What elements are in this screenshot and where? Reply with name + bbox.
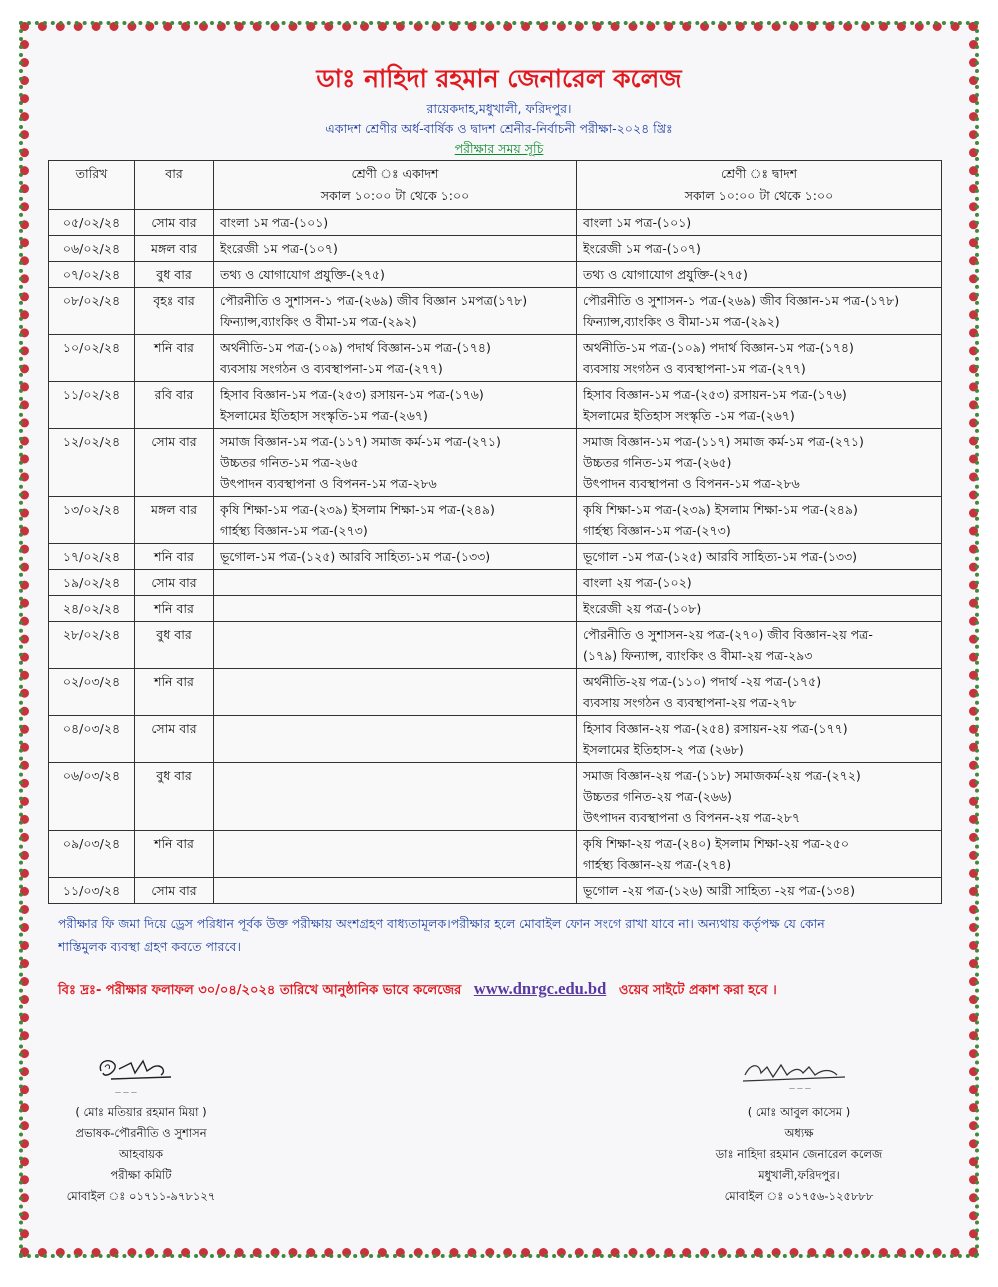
class-12-subjects bbox=[577, 382, 942, 429]
subject-line: ভূগোল -১ম পত্র-(১২৫) আরবি সাহিত্য-১ম পত্র-(১৩৩) bbox=[583, 549, 858, 564]
exam-date: ২৮/০২/২৪ bbox=[49, 622, 135, 669]
class-11-subjects bbox=[214, 429, 577, 497]
college-name: ডাঃ নাহিদা রহমান জেনারেল কলেজ bbox=[316, 64, 682, 93]
header-day: বার bbox=[135, 161, 214, 210]
subject-line: তথ্য ও যোগাযোগ প্রযুক্তি-(২৭৫) bbox=[583, 267, 748, 282]
right-signatory-college: ডাঃ নাহিদা রহমান জেনারেল কলেজ bbox=[715, 1147, 883, 1161]
subject-line: গার্হস্থ্য বিজ্ঞান-১ম পত্র-(২৭৩) bbox=[583, 523, 731, 538]
exam-day: রবি বার bbox=[135, 382, 214, 429]
class-12-subjects bbox=[577, 236, 942, 262]
table-row bbox=[49, 669, 942, 716]
subject-line: পৌরনীতি ও সুশাসন-২য় পত্র-(২৭০) জীব বিজ্ঞান-২য় পত্র- bbox=[583, 627, 873, 642]
left-signatory-committee: পরীক্ষা কমিটি bbox=[110, 1168, 172, 1182]
exam-day: সোম বার bbox=[135, 716, 214, 763]
exam-day: বুধ বার bbox=[135, 262, 214, 288]
subject-line: সমাজ বিজ্ঞান-১ম পত্র-(১১৭) সমাজ কর্ম-১ম পত্র-(২৭১) bbox=[220, 434, 501, 449]
subject-line: ইসলামের ইতিহাস-২ পত্র (২৬৮) bbox=[583, 742, 744, 757]
class-11-subjects bbox=[214, 878, 577, 904]
table-row bbox=[49, 831, 942, 878]
exam-date: ১৯/০২/২৪ bbox=[49, 570, 135, 596]
exam-schedule-table bbox=[48, 160, 942, 904]
subject-line: বাংলা ১ম পত্র-(১০১) bbox=[583, 215, 692, 230]
subject-line: ইসলামের ইতিহাস সংস্কৃতি -১ম পত্র-(২৬৭) bbox=[583, 408, 795, 423]
subject-line: উৎপাদন ব্যবস্থাপনা ও বিপনন-১ম পত্র-২৮৬ bbox=[220, 476, 437, 491]
class-12-subjects bbox=[577, 497, 942, 544]
table-row bbox=[49, 210, 942, 236]
exam-date: ১২/০২/২৪ bbox=[49, 429, 135, 497]
exam-title: একাদশ শ্রেণীর অর্ধ-বার্ষিক ও দ্বাদশ শ্রেনীর-নির্বাচনী পরীক্ষা-২০২৪ খ্রিঃ bbox=[325, 121, 673, 136]
class-12-subjects bbox=[577, 429, 942, 497]
exam-date: ১০/০২/২৪ bbox=[49, 335, 135, 382]
table-row bbox=[49, 335, 942, 382]
subject-line: ইসলামের ইতিহাস সংস্কৃতি-১ম পত্র-(২৬৭) bbox=[220, 408, 428, 423]
subject-line: ব্যবসায় সংগঠন ও ব্যবস্থাপনা-১ম পত্র-(২৭৭) bbox=[583, 361, 806, 376]
table-row bbox=[49, 382, 942, 429]
exam-date: ১১/০৩/২৪ bbox=[49, 878, 135, 904]
header-date: তারিখ bbox=[49, 161, 135, 210]
exam-day: শনি বার bbox=[135, 669, 214, 716]
table-row bbox=[49, 763, 942, 831]
class-11-subjects bbox=[214, 669, 577, 716]
subject-line: হিসাব বিজ্ঞান-১ম পত্র-(২৫৩) রসায়ন-১ম পত্র-(১৭৬) bbox=[220, 387, 484, 402]
class-12-subjects bbox=[577, 570, 942, 596]
subject-line: কৃষি শিক্ষা-১ম পত্র-(২৩৯) ইসলাম শিক্ষা-১ম পত্র-(২৪৯) bbox=[220, 502, 495, 517]
subject-line: পৌরনীতি ও সুশাসন-১ পত্র-(২৬৯) জীব বিজ্ঞান ১মপত্র(১৭৮) bbox=[220, 293, 528, 308]
subject-line: উৎপাদন ব্যবস্থাপনা ও বিপনন-২য় পত্র-২৮৭ bbox=[583, 810, 801, 825]
right-signatory-name: ( মোঃ আবুল কাসেম ) bbox=[747, 1105, 851, 1119]
subject-line: ভূগোল-১ম পত্র-(১২৫) আরবি সাহিত্য-১ম পত্র-(১৩৩) bbox=[220, 549, 491, 564]
subject-line: কৃষি শিক্ষা-১ম পত্র-(২৩৯) ইসলাম শিক্ষা-১ম পত্র-(২৪৯) bbox=[583, 502, 858, 517]
table-row bbox=[49, 288, 942, 335]
table-body bbox=[49, 210, 942, 904]
college-website-link[interactable]: www.dnrgc.edu.bd bbox=[473, 979, 607, 998]
class-12-subjects bbox=[577, 669, 942, 716]
subject-line: ইংরেজী ২য় পত্র-(১০৮) bbox=[583, 601, 702, 616]
exam-date: ১১/০২/২৪ bbox=[49, 382, 135, 429]
exam-day: শনি বার bbox=[135, 335, 214, 382]
exam-date: ০৭/০২/২৪ bbox=[49, 262, 135, 288]
class-11-subjects bbox=[214, 497, 577, 544]
class-12-subjects bbox=[577, 335, 942, 382]
exam-date: ১৩/০২/২৪ bbox=[49, 497, 135, 544]
left-signatory-mobile: মোবাইল ঃ ০১৭১১-৯৭৮১২৭ bbox=[66, 1189, 216, 1203]
table-row bbox=[49, 878, 942, 904]
subject-line: হিসাব বিজ্ঞান-২য় পত্র-(২৫৪) রসায়ন-২য় পত্র-(১৭৭) bbox=[583, 721, 848, 736]
subject-line: ভূগোল -২য় পত্র-(১২৬) আরী সাহিত্য -২য় পত্র-(১৩৪) bbox=[583, 883, 855, 898]
left-signatory-title: প্রভাষক-পৌরনীতি ও সুশাসন bbox=[75, 1126, 207, 1140]
exam-day: মঙ্গল বার bbox=[135, 497, 214, 544]
left-signature-block bbox=[41, 1102, 241, 1207]
class-11-time: সকাল ১০:০০ টা থেকে ১:০০ bbox=[320, 188, 470, 203]
class-12-subjects bbox=[577, 288, 942, 335]
subject-line: ফিন্যান্স,ব্যাংকিং ও বীমা-১ম পত্র-(২৯২) bbox=[583, 314, 780, 329]
exam-date: ১৭/০২/২৪ bbox=[49, 544, 135, 570]
left-signatory-role: আহবায়ক bbox=[118, 1147, 163, 1161]
subject-line: পৌরনীতি ও সুশাসন-১ পত্র-(২৬৯) জীব বিজ্ঞান-১ম পত্র-(১৭৮) bbox=[583, 293, 900, 308]
subject-line: উচ্চতর গনিত-১ম পত্র-২৬৫ bbox=[220, 455, 359, 470]
class-11-subjects bbox=[214, 716, 577, 763]
subject-line: গার্হস্থ্য বিজ্ঞান-২য় পত্র-(২৭৪) bbox=[583, 857, 732, 872]
decorative-border bbox=[20, 22, 978, 1257]
table-row bbox=[49, 262, 942, 288]
exam-day: বুধ বার bbox=[135, 763, 214, 831]
subject-line: ব্যবসায় সংগঠন ও ব্যবস্থাপনা-১ম পত্র-(২৭৭) bbox=[220, 361, 443, 376]
class-12-subjects bbox=[577, 544, 942, 570]
subject-line: হিসাব বিজ্ঞান-১ম পত্র-(২৫৩) রসায়ন-১ম পত্র-(১৭৬) bbox=[583, 387, 847, 402]
exam-date: ০৫/০২/২৪ bbox=[49, 210, 135, 236]
class-11-subjects bbox=[214, 763, 577, 831]
table-row bbox=[49, 570, 942, 596]
class-11-subjects bbox=[214, 622, 577, 669]
subject-line: বাংলা ২য় পত্র-(১০২) bbox=[583, 575, 692, 590]
right-signature-image bbox=[737, 1055, 857, 1089]
right-signatory-location: মধুখালী,ফরিদপুর। bbox=[758, 1168, 840, 1182]
class-11-subjects bbox=[214, 236, 577, 262]
exam-date: ২৪/০২/২৪ bbox=[49, 596, 135, 622]
class-11-subjects bbox=[214, 570, 577, 596]
class-12-subjects bbox=[577, 622, 942, 669]
subject-line: ইংরেজী ১ম পত্র-(১০৭) bbox=[220, 241, 338, 256]
subject-line: গার্হস্থ্য বিজ্ঞান-১ম পত্র-(২৭৩) bbox=[220, 523, 368, 538]
subject-line: তথ্য ও যোগাযোগ প্রযুক্তি-(২৭৫) bbox=[220, 267, 385, 282]
subject-line: উৎপাদন ব্যবস্থাপনা ও বিপনন-১ম পত্র-২৮৬ bbox=[583, 476, 800, 491]
subject-line: ইংরেজী ১ম পত্র-(১০৭) bbox=[583, 241, 701, 256]
table-row bbox=[49, 497, 942, 544]
subject-line: ব্যবসায় সংগঠন ও ব্যবস্থাপনা-২য় পত্র-২৭৮ bbox=[583, 695, 797, 710]
class-12-subjects bbox=[577, 596, 942, 622]
subject-line: সমাজ বিজ্ঞান-১ম পত্র-(১১৭) সমাজ কর্ম-১ম পত্র-(২৭১) bbox=[583, 434, 864, 449]
class-12-name: শ্রেণী ঃ দ্বাদশ bbox=[720, 166, 798, 181]
subject-line: কৃষি শিক্ষা-২য় পত্র-(২৪০) ইসলাম শিক্ষা-২য় পত্র-২৫০ bbox=[583, 836, 850, 851]
result-announcement bbox=[58, 979, 948, 1002]
subject-line: উচ্চতর গনিত-২য় পত্র-(২৬৬) bbox=[583, 789, 732, 804]
class-11-subjects bbox=[214, 335, 577, 382]
exam-day: শনি বার bbox=[135, 544, 214, 570]
right-signature-block bbox=[689, 1102, 909, 1207]
class-11-subjects bbox=[214, 210, 577, 236]
table-row bbox=[49, 236, 942, 262]
exam-day: মঙ্গল বার bbox=[135, 236, 214, 262]
schedule-title: পরীক্ষার সময় সূচি bbox=[454, 141, 544, 156]
exam-day: সোম বার bbox=[135, 878, 214, 904]
left-signatory-name: ( মোঃ মতিয়ার রহমান মিয়া ) bbox=[75, 1105, 207, 1119]
class-11-subjects bbox=[214, 262, 577, 288]
exam-day: সোম বার bbox=[135, 429, 214, 497]
table-row bbox=[49, 429, 942, 497]
header-class-12 bbox=[577, 161, 942, 210]
class-12-subjects bbox=[577, 262, 942, 288]
exam-date: ০৪/০৩/২৪ bbox=[49, 716, 135, 763]
result-suffix: ওয়েব সাইটে প্রকাশ করা হবে । bbox=[618, 983, 777, 998]
subject-line: অর্থনীতি-১ম পত্র-(১০৯) পদার্থ বিজ্ঞান-১ম পত্র-(১৭৪) bbox=[583, 340, 854, 355]
exam-date: ০৬/০২/২৪ bbox=[49, 236, 135, 262]
class-11-name: শ্রেণী ঃ একাদশ bbox=[351, 166, 439, 181]
class-12-subjects bbox=[577, 878, 942, 904]
class-12-subjects bbox=[577, 831, 942, 878]
exam-date: ০৬/০৩/২৪ bbox=[49, 763, 135, 831]
table-row bbox=[49, 622, 942, 669]
table-header-row bbox=[49, 161, 942, 210]
left-signature-date-mark: — — — bbox=[115, 1089, 137, 1096]
exam-day: শনি বার bbox=[135, 596, 214, 622]
class-11-subjects bbox=[214, 596, 577, 622]
right-signature-date-mark: — — — bbox=[789, 1085, 811, 1092]
table-row bbox=[49, 544, 942, 570]
table-row bbox=[49, 716, 942, 763]
class-12-subjects bbox=[577, 716, 942, 763]
header-class-11 bbox=[214, 161, 577, 210]
college-address: রায়েকদাহ,মধুখালী, ফরিদপুর। bbox=[426, 101, 572, 116]
exam-day: বুধ বার bbox=[135, 622, 214, 669]
right-signatory-mobile: মোবাইল ঃ ০১৭৫৬-১২৫৮৮৮ bbox=[724, 1189, 874, 1203]
exam-day: সোম বার bbox=[135, 570, 214, 596]
left-signature-image bbox=[91, 1049, 191, 1089]
exam-day: শনি বার bbox=[135, 831, 214, 878]
class-11-subjects bbox=[214, 288, 577, 335]
class-12-time: সকাল ১০:০০ টা থেকে ১:০০ bbox=[684, 188, 834, 203]
exam-date: ০৮/০২/২৪ bbox=[49, 288, 135, 335]
subject-line: বাংলা ১ম পত্র-(১০১) bbox=[220, 215, 329, 230]
class-12-subjects bbox=[577, 763, 942, 831]
exam-day: সোম বার bbox=[135, 210, 214, 236]
exam-date: ০২/০৩/২৪ bbox=[49, 669, 135, 716]
subject-line: ফিন্যান্স,ব্যাংকিং ও বীমা-১ম পত্র-(২৯২) bbox=[220, 314, 417, 329]
result-prefix: বিঃ দ্রঃ- পরীক্ষার ফলাফল ৩০/০৪/২০২৪ তারিখে আনুষ্ঠানিক ভাবে কলেজের bbox=[58, 983, 462, 998]
subject-line: উচ্চতর গনিত-১ম পত্র-(২৬৫) bbox=[583, 455, 732, 470]
subject-line: অর্থনীতি-১ম পত্র-(১০৯) পদার্থ বিজ্ঞান-১ম পত্র-(১৭৪) bbox=[220, 340, 491, 355]
table-row bbox=[49, 596, 942, 622]
exam-day: বৃহঃ বার bbox=[135, 288, 214, 335]
subject-line: সমাজ বিজ্ঞান-২য় পত্র-(১১৮) সমাজকর্ম-২য় পত্র-(২৭২) bbox=[583, 768, 861, 783]
subject-line: (১৭৯) ফিন্যান্স, ব্যাংকিং ও বীমা-২য় পত্র-২৯৩ bbox=[583, 648, 813, 663]
class-12-subjects bbox=[577, 210, 942, 236]
exam-date: ০৯/০৩/২৪ bbox=[49, 831, 135, 878]
class-11-subjects bbox=[214, 831, 577, 878]
class-11-subjects bbox=[214, 544, 577, 570]
exam-notice bbox=[58, 912, 938, 958]
subject-line: অর্থনীতি-২য় পত্র-(১১০) পদার্থ -২য় পত্র-(১৭৫) bbox=[583, 674, 822, 689]
notice-line-2: শাস্তিমুলক ব্যবস্থা গ্রহণ কবতে পারবে। bbox=[58, 939, 241, 954]
notice-line-1: পরীক্ষার ফি জমা দিয়ে ড্রেস পরিধান পূর্বক উক্ত পরীক্ষায় অংশগ্রহণ বাধ্যতামূলক।পরীক্ষার হলে মোবাইল ফোন সংগে রাখা যাবে না। অন্যথায় কর্তৃপক্ষ যে কোন bbox=[58, 916, 825, 931]
class-11-subjects bbox=[214, 382, 577, 429]
right-signatory-title: অধ্যক্ষ bbox=[784, 1126, 814, 1140]
